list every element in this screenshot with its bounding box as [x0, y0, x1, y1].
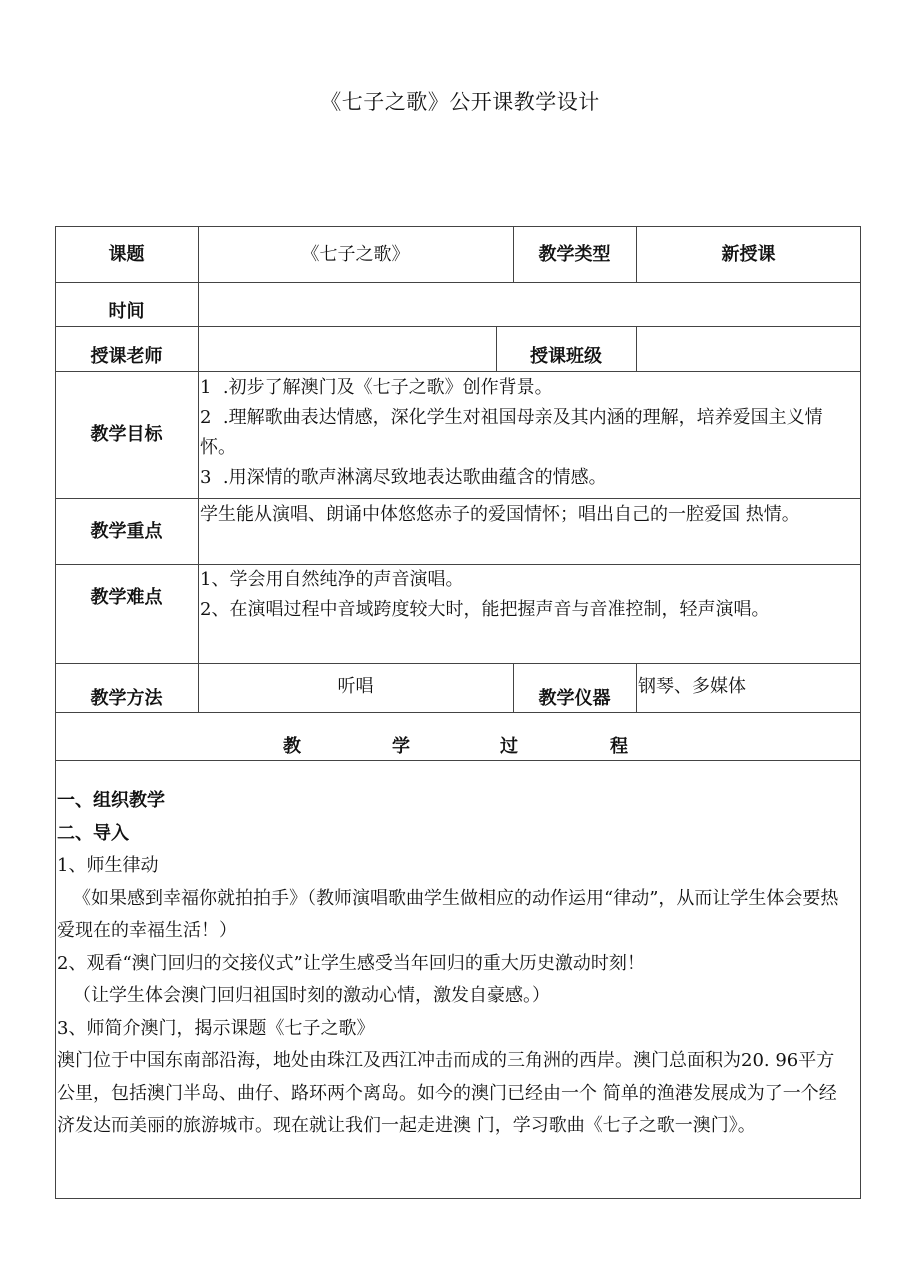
item-text: （让学生体会澳门回归祖国时刻的激动心情，激发自豪感。） — [73, 985, 550, 1006]
topic-label: 课题 — [108, 244, 145, 265]
item-text: 《如果感到幸福你就拍拍手》（教师演唱歌曲学生做相应的动作运用“律动”，从而让学生体会要热爱现在的幸福生活！） — [57, 887, 839, 941]
goals-list — [200, 373, 858, 493]
method-label: 教学方法 — [90, 688, 163, 709]
type-value: 新授课 — [721, 244, 776, 265]
item-title: 1、师生律动 — [57, 855, 159, 876]
method-value: 听唱 — [337, 676, 374, 697]
difficulties-list — [200, 565, 858, 625]
goal-item: 3 .用深情的歌声淋漓尽致地表达歌曲蕴含的情感。 — [200, 467, 607, 488]
difficulty-item: 2、在演唱过程中音域跨度较大时，能把握声音与音准控制，轻声演唱。 — [200, 599, 770, 620]
goal-item: 1 .初步了解澳门及《七子之歌》创作背景。 — [200, 377, 553, 398]
item-text: 澳门位于中国东南部沿海，地处由珠江及西江冲击而成的三角洲的西岸。澳门总面积为20. 96平方公里，包括澳门半岛、曲仔、路环两个离岛。如今的澳门已经由一个 简单的渔港发展成为了一个经济发达而美丽的旅游城市。现在就让我们一起走进澳 门，学习歌曲《七子之歌一澳门》。 — [57, 1050, 837, 1136]
page-title: 《七子之歌》公开课教学设计 — [320, 90, 600, 114]
process-header-char: 过 — [500, 736, 518, 757]
process-header-char: 学 — [392, 736, 410, 757]
instrument-label: 教学仪器 — [538, 688, 611, 709]
difficulty-label: 教学难点 — [90, 587, 163, 608]
process-body — [57, 785, 851, 1143]
type-label: 教学类型 — [538, 244, 611, 265]
key-label: 教学重点 — [90, 521, 163, 542]
process-header-char: 程 — [610, 736, 628, 757]
instrument-value: 钢琴、多媒体 — [638, 676, 746, 697]
goal-item: 2 .理解歌曲表达情感，深化学生对祖国母亲及其内涵的理解，培养爱国主义情怀。 — [200, 407, 823, 458]
key-value: 学生能从演唱、朗诵中体悠悠赤子的爱国情怀；唱出自己的一腔爱国 热情。 — [200, 504, 800, 525]
difficulty-item: 1、学会用自然纯净的声音演唱。 — [200, 569, 464, 590]
time-label: 时间 — [108, 301, 145, 322]
section-heading: 一、组织教学 — [57, 790, 165, 811]
section-heading: 二、导入 — [57, 822, 129, 844]
goals-label: 教学目标 — [90, 424, 163, 445]
topic-value: 《七子之歌》 — [301, 244, 410, 265]
process-header-char: 教 — [283, 736, 301, 757]
item-title: 3、师简介澳门，揭示课题《七子之歌》 — [57, 1017, 375, 1039]
item-title: 2、观看“澳门回归的交接仪式”让学生感受当年回归的重大历史激动时刻！ — [57, 952, 645, 974]
class-label: 授课班级 — [530, 346, 602, 367]
teacher-label: 授课老师 — [90, 346, 163, 367]
